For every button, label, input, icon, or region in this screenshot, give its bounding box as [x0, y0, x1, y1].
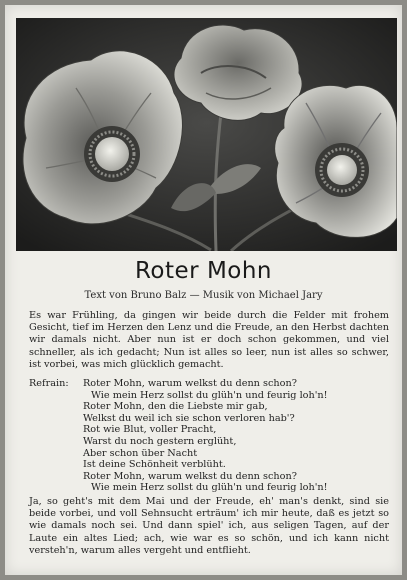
refrain-line: Roter Mohn, warum welkst du denn schon?: [83, 378, 297, 389]
poppy-flowers-image: [16, 18, 397, 251]
poppy-photo: [16, 18, 397, 251]
song-title: Roter Mohn: [134, 258, 273, 284]
refrain-line: Wie mein Herz sollst du glüh'n und feurig loh'n!: [91, 482, 328, 494]
refrain-line: Welkst du weil ich sie schon verloren hab'?: [83, 412, 295, 424]
refrain-line: Roter Mohn, den die Liebste mir gab,: [83, 401, 268, 413]
refrain-line: Wie mein Herz sollst du glüh'n und feurig loh'n!: [91, 389, 328, 401]
postcard: [5, 5, 402, 575]
refrain-label: Refrain:: [29, 378, 69, 389]
refrain-line: Rot wie Blut, voller Pracht,: [83, 424, 217, 436]
refrain: [83, 378, 383, 494]
refrain-line: Warst du noch gestern erglüht,: [83, 435, 237, 447]
verse-1: Es war Frühling, da gingen wir beide durch die Felder mit frohem Gesicht, tief im Herzen den Lenz und die Freude, an den Herbst dachten wir damals nicht. Aber nun ist er doch schon gekommen, und viel schneller, als ich gedacht; Nun ist alles so leer, nun ist alles so schwer, ist vorbei, was mich glücklich gemacht.: [29, 310, 389, 370]
song-credit: Text von Bruno Balz — Musik von Michael Jary: [84, 290, 323, 301]
refrain-line: Roter Mohn, warum welkst du denn schon?: [83, 470, 297, 482]
refrain-line: Aber schon über Nacht: [83, 447, 198, 459]
verse-2: Ja, so geht's mit dem Mai und der Freude, eh' man's denkt, sind sie beide vorbei, und voll Sehnsucht erträum' ich mir heute, daß es jetzt so wie damals noch sei. Und dann spiel' ich, aus seligen Tagen, auf der Laute ein altes Lied; ach, wie war es so schön, und ich kann nicht versteh'n, warum alles vergeht und entflieht.: [29, 496, 389, 556]
refrain-line: Ist deine Schönheit verblüht.: [83, 459, 226, 471]
